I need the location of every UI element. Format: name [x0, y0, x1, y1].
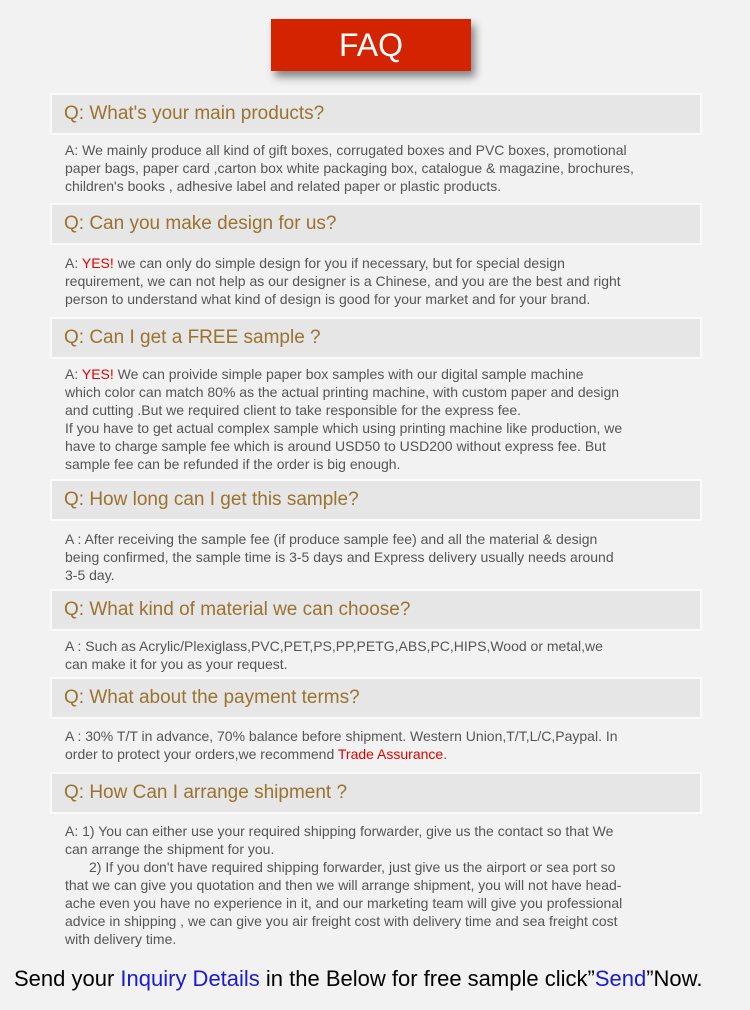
answer-line: being confirmed, the sample time is 3-5 days and Express delivery usually needs around: [65, 549, 614, 565]
faq-answer: [65, 254, 705, 308]
answer-line: can arrange the shipment for you.: [65, 841, 275, 857]
faq-question: Q: Can I get a FREE sample ?: [50, 317, 702, 359]
faq-answer: [65, 727, 705, 763]
faq-question: Q: What's your main products?: [50, 93, 702, 135]
answer-line: A: 1) You can either use your required shipping forwarder, give us the contact so that We: [65, 823, 614, 839]
inquiry-details-link[interactable]: Inquiry Details: [120, 966, 260, 991]
faq-question: Q: Can you make design for us?: [50, 203, 702, 245]
footer-text: in the Below for free sample click”: [259, 966, 595, 991]
answer-line: A : 30% T/T in advance, 70% balance before shipment. Western Union,T/T,L/C,Paypal. In: [65, 728, 618, 744]
answer-line: A : After receiving the sample fee (if produce sample fee) and all the material & design: [65, 531, 598, 547]
answer-text: order to protect your orders,we recommend: [65, 746, 338, 762]
answer-prefix: A:: [65, 366, 82, 382]
faq-question: Q: How long can I get this sample?: [50, 479, 702, 521]
answer-line: [65, 745, 705, 763]
answer-line: requirement, we can not help as our designer is a Chinese, and you are the best and right: [65, 273, 621, 289]
answer-text: We can proivide simple paper box samples with our digital sample machine: [113, 366, 584, 382]
answer-prefix: A:: [65, 255, 82, 271]
send-link[interactable]: Send: [594, 966, 647, 991]
footer-text: Send your: [14, 966, 121, 991]
faq-answer: [65, 637, 705, 673]
answer-line: and cutting .But we required client to take responsible for the express fee.: [65, 402, 522, 418]
answer-line: ache even you have no experience in it, and our marketing team will give you professional: [65, 895, 623, 911]
answer-line: advice in shipping , we can give you air freight cost with delivery time and sea freight cost: [65, 913, 618, 929]
faq-question: Q: How Can I arrange shipment ?: [50, 772, 702, 814]
answer-line: have to charge sample fee which is around USD50 to USD200 without express fee. But: [65, 438, 606, 454]
faq-answer: [65, 141, 705, 195]
answer-line: can make it for you as your request.: [65, 656, 288, 672]
faq-title-badge: FAQ: [271, 19, 471, 71]
answer-line: A : Such as Acrylic/Plexiglass,PVC,PET,PS,PP,PETG,ABS,PC,HIPS,Wood or metal,we: [65, 638, 603, 654]
answer-line: 3-5 day.: [65, 567, 115, 583]
faq-question: Q: What kind of material we can choose?: [50, 589, 702, 631]
trade-assurance-link[interactable]: Trade Assurance: [337, 746, 444, 762]
answer-line: with delivery time.: [65, 931, 177, 947]
answer-line: 2) If you don't have required shipping forwarder, just give us the airport or sea port so: [89, 859, 616, 875]
answer-line: person to understand what kind of design is good for your market and for your brand.: [65, 291, 591, 307]
answer-line: [65, 365, 705, 383]
answer-line: [65, 254, 705, 272]
faq-answer: [65, 365, 705, 473]
faq-answer: [65, 530, 705, 584]
answer-line: A: We mainly produce all kind of gift boxes, corrugated boxes and PVC boxes, promotional: [65, 142, 627, 158]
answer-line: which color can match 80% as the actual printing machine, with custom paper and design: [65, 384, 620, 400]
answer-line: sample fee can be refunded if the order is big enough.: [65, 456, 401, 472]
yes-highlight: YES!: [81, 366, 114, 382]
answer-line: that we can give you quotation and then we will arrange shipment, you will not have head-: [65, 877, 622, 893]
answer-text: we can only do simple design for you if necessary, but for special design: [113, 255, 565, 271]
footer-call-to-action: [14, 966, 702, 992]
faq-question: Q: What about the payment terms?: [50, 677, 702, 719]
yes-highlight: YES!: [81, 255, 114, 271]
answer-text: .: [443, 746, 448, 762]
answer-line: If you have to get actual complex sample which using printing machine like production, we: [65, 420, 623, 436]
answer-line: children's books , adhesive label and related paper or plastic products.: [65, 178, 502, 194]
footer-text: ”Now.: [646, 966, 703, 991]
faq-answer: [65, 822, 705, 948]
answer-line: paper bags, paper card ,carton box white packaging box, catalogue & magazine, brochures,: [65, 160, 634, 176]
